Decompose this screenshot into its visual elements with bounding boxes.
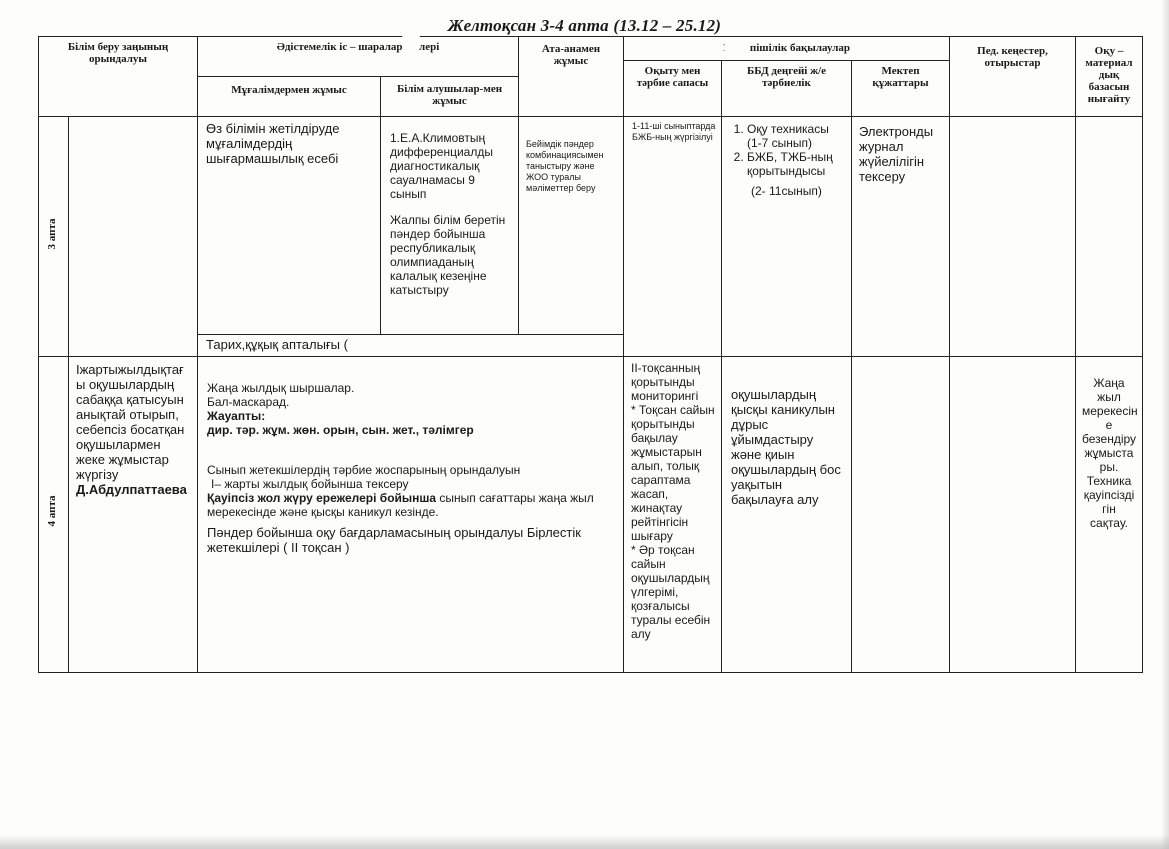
- row4-methodical-l6: Пәндер бойынша оқу бағдарламасының орындалуы Бірлестік жетекшілері ( ІІ тоқсан ): [207, 525, 581, 555]
- row3-bbd-note: (2- 11сынып): [751, 184, 822, 198]
- row4-law-name: Д.Абдулпаттаева: [76, 482, 187, 497]
- header-teachers: Мұғалімдермен жұмыс: [231, 84, 347, 96]
- header-methodical-text: Әдістемелік іс – шаралар: [276, 41, 403, 53]
- row4-methodical-resp-label: Жауапты:: [207, 409, 266, 423]
- scan-shadow: [0, 835, 1169, 849]
- header-students: Білім алушылар-мен жұмыс: [396, 83, 503, 107]
- header-methodical-tail: лері: [419, 41, 440, 53]
- row4-methodical: [202, 378, 620, 668]
- week4-label: 4 апта: [46, 495, 58, 527]
- row3-history-week: Тарих,құқық апталығы (: [206, 337, 348, 352]
- row4-methodical-resp: дир. тәр. жұм. жөн. орын, сын. жет., тәлімгер: [207, 423, 474, 437]
- scan-blot: [409, 60, 421, 74]
- row4-teaching-quality-p3: * Әр тоқсан сайын оқушылардың үлгерімі, қозғалысы туралы есебін алу: [631, 543, 711, 641]
- week3-label: 3 апта: [46, 218, 58, 250]
- header-methodical: [199, 38, 517, 74]
- header-law: Білім беру заңының орындалуы: [67, 41, 169, 65]
- row4-methodical-l4: I– жарты жылдық бойынша тексеру: [211, 477, 409, 491]
- page-title: Желтоқсан 3-4 апта (13.12 – 25.12): [447, 16, 722, 35]
- scan-blot: [724, 37, 740, 59]
- row4-material-base: Жаңа жыл мерекесін е безендіру жұмыста ры. Техника қауіпсізді гін сақтау.: [1082, 376, 1138, 530]
- row4-bbd: оқушылардың қысқы каникулын дұрыс ұйымдастыру және қиын оқушылардың бос уақытын бақылауға алу: [731, 387, 841, 507]
- header-ped-councils: Пед. кеңестер, отырыстар: [977, 45, 1048, 69]
- row4-teaching-quality-p1: ІІ-тоқсанның қорытынды мониторингі: [631, 361, 701, 403]
- row4-methodical-l5-rest: сынып сағаттары жаңа жыл мерекесінде және қысқы каникул кезінде.: [207, 491, 594, 519]
- header-bbd: ББД деңгейі ж/е тәрбиелік: [746, 65, 827, 89]
- scan-blot: [402, 29, 420, 47]
- header-material-base: Оқу – материал дық базасын нығайту: [1085, 45, 1133, 105]
- row3-students-p2: Жалпы білім беретін пәндер бойынша республикалық олимпиаданың калалық кезеңіне катыстыру: [390, 213, 506, 297]
- scan-shadow: [1161, 0, 1169, 849]
- row4-methodical-l1: Жаңа жылдық шыршалар.: [207, 381, 355, 395]
- header-control: [625, 39, 948, 59]
- header-parents: Ата-анамен жұмыс: [541, 43, 601, 67]
- row3-bbd-item1: 1. Оқу техникасы (1-7 сынып): [747, 122, 846, 150]
- row3-teachers: Өз білімін жетілдіруде мұғалімдердің шығармашылық есебі: [206, 121, 340, 166]
- row4-law-text: Іжартыжылдықтағ ы оқушылардың сабаққа қатысуын анықтай отырып, себепсіз босатқан оқушылармен жеке жұмыстар жүргізу: [76, 362, 185, 482]
- row3-bbd-item2: 2. БЖБ, ТЖБ-ның қорытындысы: [747, 150, 846, 178]
- row4-teaching-quality-p2: * Тоқсан сайын қорытынды бақылау жұмыстарын алып, толық сараптама жасап, жинақтау рейтінгісін шығару: [631, 403, 715, 543]
- row4-methodical-l2: Бал-маскарад.: [207, 395, 290, 409]
- header-control-tail: пішілік бақылаулар: [749, 42, 850, 54]
- header-school-docs: Мектеп құжаттары: [872, 65, 929, 89]
- row4-methodical-l5: [207, 491, 615, 519]
- row4-teaching-quality: [626, 358, 721, 668]
- row3-bbd: [722, 119, 851, 219]
- header-teaching-quality: Оқыту мен тәрбие сапасы: [636, 65, 709, 89]
- row3-students: [385, 128, 517, 332]
- row3-teaching-quality: 1-11-ші сыныптарда БЖБ-ның жүргізілуі: [632, 121, 716, 142]
- row3-students-p1: 1.Е.А.Климовтың дифференциалды диагностикалық сауалнамасы 9 сынып: [390, 131, 493, 201]
- row4-methodical-l5-bold: Қауіпсіз жол жүру ережелері бойынша: [207, 491, 437, 505]
- row3-parents: Бейімдік пәндер комбинациясымен таныстыру және ЖОО туралы мәліметтер беру: [526, 139, 604, 193]
- row4-methodical-l3: Сынып жетекшілердің тәрбие жоспарының орындалуын: [207, 463, 521, 477]
- row4-law: [71, 359, 197, 519]
- row3-school-docs: Электронды журнал жүйелілігін тексеру: [859, 124, 934, 184]
